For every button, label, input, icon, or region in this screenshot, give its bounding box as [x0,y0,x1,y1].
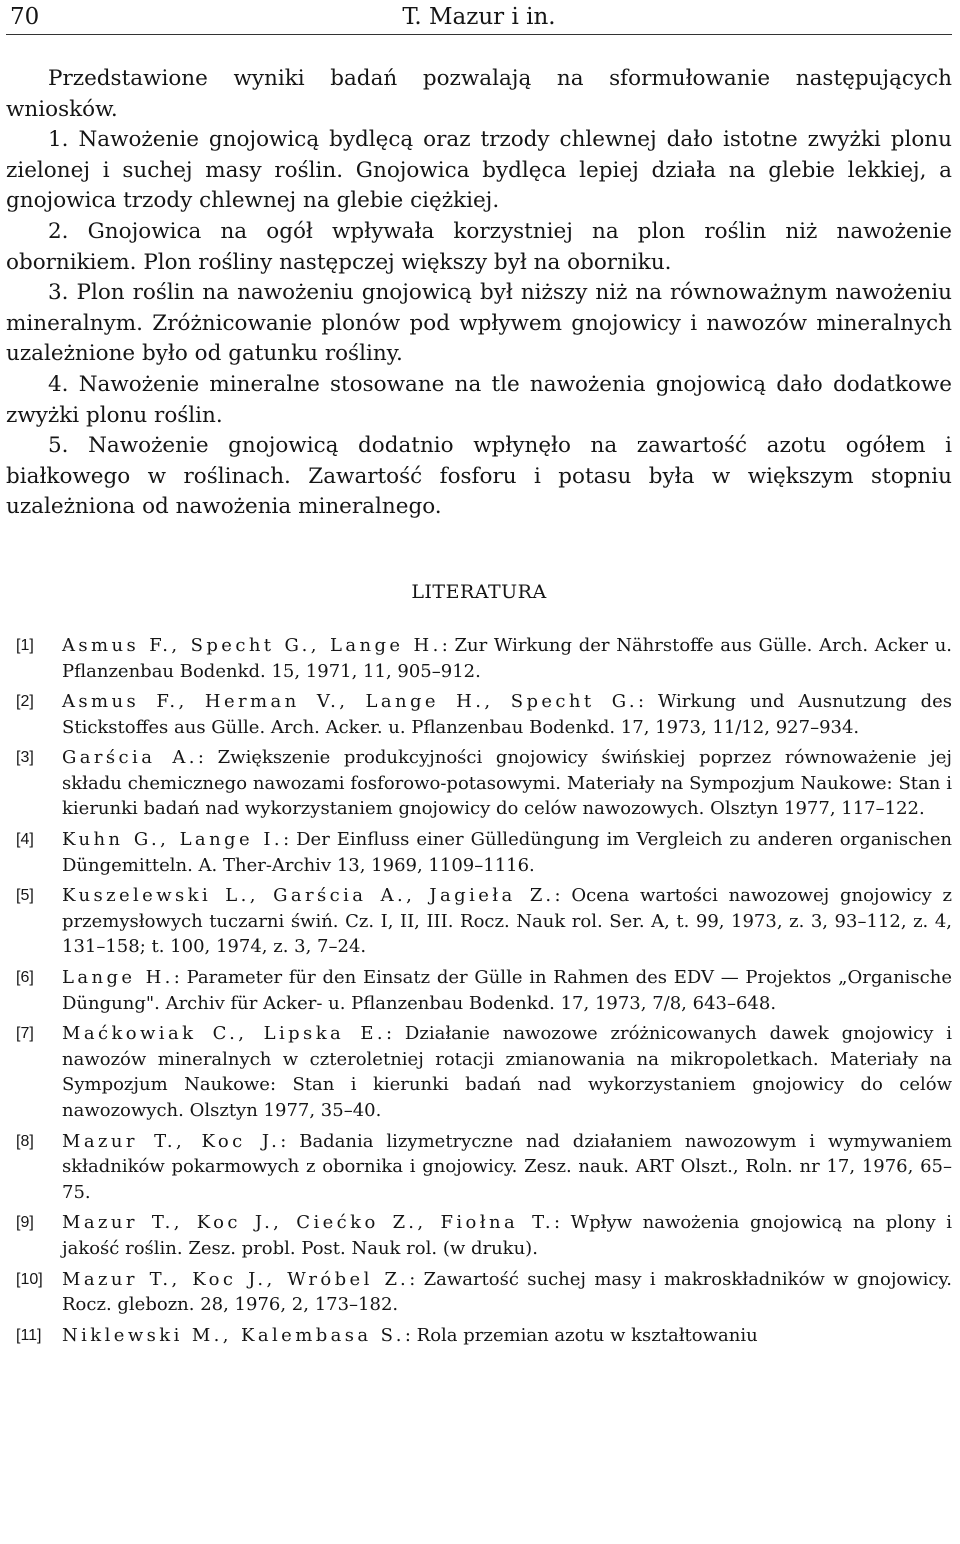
reference-details: : Der Einfluss einer Gülledüngung im Vergleich zu anderen organischen Düngemitteln. A. Ther-Archiv 13, 1969, 1109–1116. [62,829,953,876]
reference-authors: Mazur T., Koc J., Wróbel Z. [62,1268,410,1290]
reference-details: : Badania lizymetryczne nad działaniem nawozowym i wymywaniem składników pokarmowych z obornika i gnojowicy. Zesz. nauk. ART Olszt., Roln. nr 17, 1976, 65–75. [62,1130,953,1203]
reference-item [6,965,952,1016]
paragraph: Przedstawione wyniki badań pozwalają na sformułowanie następujących wniosków. [6,66,952,122]
reference-authors: Garścia A. [62,747,198,769]
reference-details: : Ocena wartości nawozowej gnojowicy z przemysłowych tuczarni świń. Cz. I, II, III. Rocz. Nauk rol. Ser. A, t. 99, 1973, z. 3, 93–112, z. 4, 131–158; t. 100, 1974, z. 3, 7–24. [62,885,952,958]
reference-number: [10] [16,1270,43,1288]
running-title: T. Mazur i in. [402,4,556,30]
reference-authors: Maćkowiak C., Lipska E. [62,1023,387,1045]
header-rule [6,34,952,35]
reference-item [6,633,952,684]
reference-text [62,1021,952,1123]
reference-number: [8] [16,1132,34,1150]
reference-number: [1] [16,636,34,654]
reference-details: : Zwiększenie produkcyjności gnojowicy świńskiej poprzez równoważenie jej składu chemicznego nawozami fosforowo-potasowymi. Materiały na Sympozjum Naukowe: Stan i kierunki badań nad wykorzystaniem gnojowicy do celów nawozowych. Olsztyn 1977, 117–122. [62,747,952,820]
reference-number: [7] [16,1025,34,1043]
reference-authors: Kuhn G., Lange I. [62,829,284,851]
conclusions-text [6,64,952,523]
reference-text [62,827,952,878]
reference-item [6,1323,952,1349]
reference-details: : Zawartość suchej masy i makroskładników w gnojowicy. Rocz. glebozn. 28, 1976, 2, 173–182. [62,1268,952,1316]
reference-authors: Asmus F., Specht G., Lange H. [62,634,442,656]
reference-text [62,1267,952,1318]
reference-authors: Asmus F., Herman V., Lange H., Specht G. [62,691,638,713]
page-number: 70 [10,4,40,30]
paragraph: 1. Nawożenie gnojowicą bydlęcą oraz trzody chlewnej dało istotne zwyżki plonu zielonej i suchej masy roślin. Gnojowica bydlęca lepiej działa na glebie lekkiej, a gnojowica trzody chlewnej na glebie ciężkiej. [6,127,952,214]
reference-number: [6] [16,969,34,987]
paragraph: 3. Plon roślin na nawożeniu gnojowicą był niższy niż na równoważnym nawożeniu mineralnym. Zróżnicowanie plonów pod wpływem gnojowicy i nawozów mineralnych uzależnione było od gatunku rośliny. [6,280,952,367]
reference-text [62,1129,952,1206]
reference-item [6,689,952,740]
paragraph: 2. Gnojowica na ogół wpływała korzystniej na plon roślin niż nawożenie obornikiem. Plon rośliny następczej większy był na oborniku. [6,218,952,275]
reference-item [6,745,952,822]
reference-item [6,883,952,960]
reference-details: : Parameter für den Einsatz der Gülle in Rahmen des EDV — Projektos „Organische Düngung". Archiv für Acker- u. Pflanzenbau Bodenkd. 17, 1973, 7/8, 643–648. [62,967,952,1014]
reference-authors: Niklewski M., Kalembasa S. [62,1324,405,1346]
paragraph: 5. Nawożenie gnojowicą dodatnio wpłynęło na zawartość azotu ogółem i białkowego w roślinach. Zawartość fosforu i potasu była w większym stopniu uzależniona od nawożenia mineralnego. [6,433,952,520]
reference-number: [9] [16,1214,34,1232]
paragraph: 4. Nawożenie mineralne stosowane na tle nawożenia gnojowicą dało dodatkowe zwyżki plonu roślin. [6,371,952,428]
reference-authors: Kuszelewski L., Garścia A., Jagieła Z. [62,885,555,907]
reference-text [62,689,952,740]
reference-item [6,1267,952,1318]
reference-text [62,883,952,960]
reference-details: : Wpływ nawożenia gnojowicą na plony i jakość roślin. Zesz. probl. Post. Nauk rol. (w druku). [62,1212,952,1259]
reference-number: [4] [16,831,34,849]
reference-number: [11] [16,1326,42,1344]
reference-authors: Mazur T., Koc J., Ciećko Z., Fiołna T. [62,1212,554,1234]
reference-text [62,1210,952,1261]
reference-text [62,1323,952,1349]
reference-authors: Mazur T., Koc J. [62,1130,281,1152]
reference-authors: Lange H. [62,967,174,989]
reference-number: [5] [16,887,34,905]
reference-details: : Wirkung und Ausnutzung des Stickstoffes aus Gülle. Arch. Acker. u. Pflanzenbau Bodenkd. 17, 1973, 11/12, 927–934. [62,691,952,738]
literature-title: LITERATURA [411,580,547,603]
reference-item [6,827,952,878]
reference-list [6,633,952,1348]
reference-text [62,965,952,1016]
reference-text [62,745,952,822]
reference-item [6,1021,952,1123]
reference-item [6,1129,952,1206]
page-header [6,0,952,40]
reference-details: : Rola przemian azotu w kształtowaniu [404,1324,758,1346]
reference-details: : Działanie nawozowe zróżnicowanych dawek gnojowicy i nawozów mineralnych w czteroletniej rotacji zmianowania na mikropoletkach. Materiały na Sympozjum Naukowe: Stan i kierunki badań nad wykorzystaniem gnojowicy do celów nawozowych. Olsztyn 1977, 35–40. [62,1023,953,1121]
reference-text [62,633,952,684]
reference-number: [2] [16,693,34,711]
reference-number: [3] [16,749,34,767]
reference-item [6,1210,952,1261]
reference-details: : Zur Wirkung der Nährstoffe aus Gülle. Arch. Acker u. Pflanzenbau Bodenkd. 15, 1971, 11, 905–912. [62,634,953,682]
